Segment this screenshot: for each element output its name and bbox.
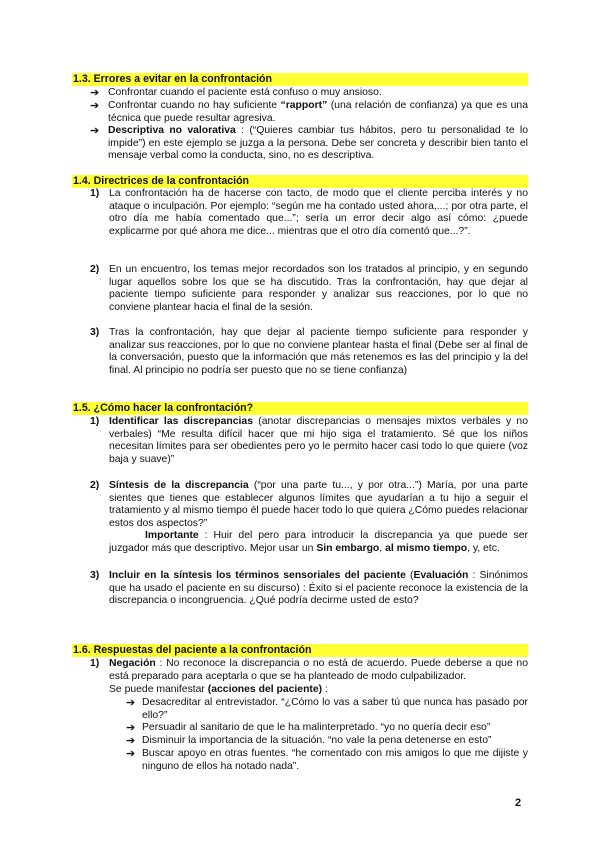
arrow-icon: ➔	[90, 100, 100, 112]
sub-list-item: ➔ Disminuir la importancia de la situación. “no vale la pena detenerse en esto”	[126, 735, 492, 747]
section-heading-1-3: 1.3. Errores a evitar en la confrontación	[72, 73, 528, 86]
arrow-icon: ➔	[126, 748, 136, 760]
list-item: ➔ Descriptiva no valorativa : (“Quieres cambiar tus hábitos, pero tu personalidad te lo impide”) en este ejemplo se juzga a la persona. Debe ser concreta y describir bien tanto el mensaje verbal como la conducta, sino, no es descriptiva.	[90, 125, 528, 162]
sub-list-item: ➔ Desacreditar al entrevistador. “¿Cómo lo vas a saber tú que nunca has pasado por ello?”	[126, 697, 528, 721]
arrow-icon: ➔	[126, 735, 136, 747]
list-item: 1) La confrontación ha de hacerse con tacto, de modo que el cliente perciba interés y no ataque o inculpación. Por ejemplo: “según me ha contado usted ahora,...; por otra parte, el otro día me había comentado que...”; sería un error decir algo así cómo: ¿puede explicarme por qué ahora me dice... mientras que el otro día comentó que...?”.	[90, 188, 528, 237]
list-item: ➔ Confrontar cuando el paciente está confuso o muy ansioso.	[90, 87, 382, 99]
list-item: 1) Identificar las discrepancias (anotar discrepancias o mensajes mixtos verbales y no verbales) “Me resulta difícil hacer que mi hijo siga el tratamiento. Sé que los niños necesitan límites para ser obedientes pero yo le permito hacer casi todo lo que quiere (voz baja y suave)”	[90, 416, 528, 465]
sub-list-item: ➔ Buscar apoyo en otras fuentes. “he comentado con mis amigos lo que me dijiste y ninguno de ellos ha notado nada”.	[126, 748, 528, 772]
list-item: 3) Incluir en la síntesis los términos sensoriales del paciente (Evaluación : Sinónimos que ha usado el paciente en su discurso) : Éxito si el paciente reconoce la existencia de la discrepancia o incongruencia. ¿Qué podría decirme usted de esto?	[90, 570, 528, 607]
arrow-icon: ➔	[90, 87, 100, 99]
section-heading-1-5: 1.5. ¿Cómo hacer la confrontación?	[72, 402, 528, 415]
arrow-icon: ➔	[90, 125, 100, 137]
page-number: 2	[515, 797, 522, 809]
list-item: 3) Tras la confrontación, hay que dejar al paciente tiempo suficiente para responder y analizar sus reacciones, por lo que no conviene plantear hasta el final (Debe ser al final de la conversación, puesto que la información que más retenemos es las del principio y la del final. Al principio no podría ser puesto que no se tiene confianza)	[90, 327, 528, 376]
arrow-icon: ➔	[126, 722, 136, 734]
list-item: 2) En un encuentro, los temas mejor recordados son los tratados al principio, y en segundo lugar aquellos sobre los que se ha discutido. Tras la confrontación, hay que dejar al paciente tiempo suficiente para responder y analizar sus reacciones, por lo que no conviene plantear hacia el final de la sesión.	[90, 264, 528, 313]
sub-list-item: ➔ Persuadir al sanitario de que le ha malinterpretado. “yo no quería decir eso”	[126, 722, 491, 734]
list-item: 1) Negación : No reconoce la discrepancia o no está de acuerdo. Puede deberse a que no está preparado para aceptarla o que se ha planteado de modo culpabilizador.	[90, 658, 528, 682]
section-heading-1-6: 1.6. Respuestas del paciente a la confrontación	[72, 644, 528, 657]
list-item: 2) Síntesis de la discrepancia (“por una parte tu..., y por otra...”) María, por una parte sientes que tienes que establecer algunos límites que ayudarían a tu hijo a seguir el tratamiento y al mismo tiempo él puede hacer todo lo que quiera ¿Cómo puedes relacionar estos dos aspectos?”	[90, 480, 528, 529]
arrow-icon: ➔	[126, 697, 136, 709]
manifest-line: Se puede manifestar (acciones del paciente) :	[109, 684, 328, 695]
list-item: ➔ Confrontar cuando no hay suficiente “rapport” (una relación de confianza) ya que es una técnica que puede resultar agresiva.	[90, 100, 528, 124]
important-note: Importante : Huir del pero para introducir la discrepancia ya que puede ser juzgador más que descriptivo. Mejor usar un Sin embargo, al mismo tiempo, y, etc.	[109, 530, 528, 554]
section-heading-1-4: 1.4. Directrices de la confrontación	[72, 175, 528, 188]
